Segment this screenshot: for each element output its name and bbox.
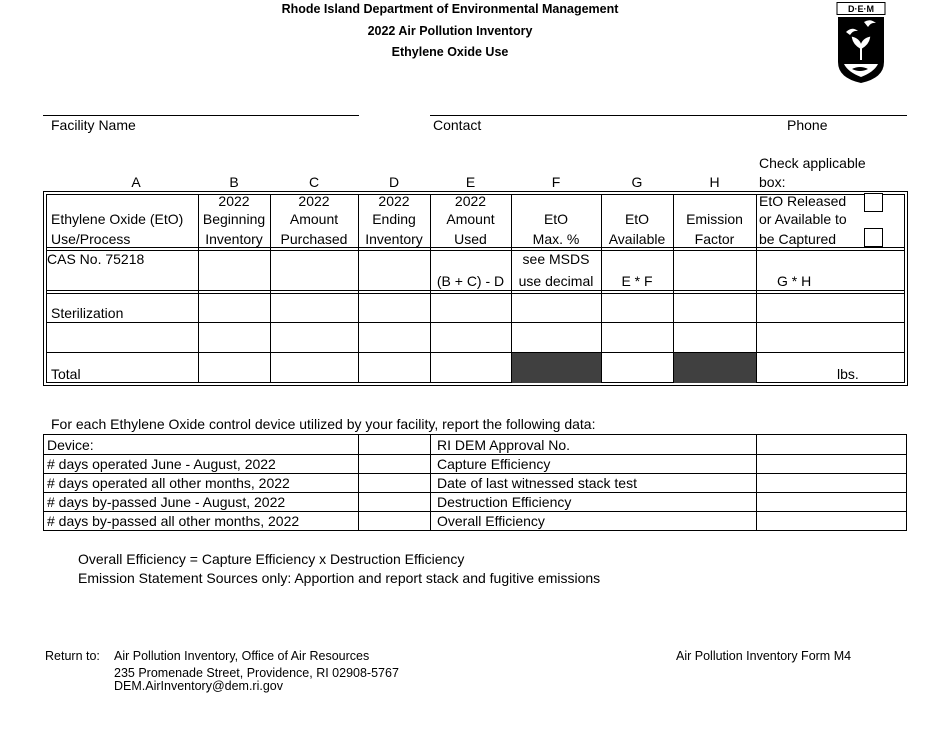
col-i-header-line3: be Captured — [759, 231, 837, 247]
col-i-formula: G * H — [777, 273, 812, 289]
efficiency-formula-note: Overall Efficiency = Capture Efficiency x Destruction Efficiency — [78, 551, 465, 567]
col-b-header-line1: 2022 — [218, 193, 250, 209]
control-device-intro: For each Ethylene Oxide control device utilized by your facility, report the following data: — [51, 416, 596, 432]
units-label: lbs. — [837, 366, 859, 382]
col-d-header-line1: 2022 — [378, 193, 410, 209]
column-letter-g: G — [631, 174, 643, 190]
return-email: DEM.AirInventory@dem.ri.gov — [114, 679, 283, 693]
sterilization-label: Sterilization — [51, 305, 124, 321]
days-bypassed-summer: # days by-passed June - August, 2022 — [47, 494, 286, 510]
col-g-header-line1: EtO — [624, 211, 650, 227]
col-e-header-line1: 2022 — [454, 193, 487, 209]
inventory-title: 2022 Air Pollution Inventory — [367, 24, 533, 38]
days-operated-summer: # days operated June - August, 2022 — [47, 456, 276, 472]
col-f-note: use decimal — [518, 273, 594, 289]
cas-number: CAS No. 75218 — [47, 251, 145, 267]
col-c-header-line1: 2022 — [298, 193, 330, 209]
msds-note: see MSDS — [522, 251, 590, 267]
check-box-label: box: — [759, 174, 786, 190]
destruction-efficiency-label: Destruction Efficiency — [437, 494, 572, 510]
approval-number-label: RI DEM Approval No. — [437, 437, 571, 453]
column-letter-d: D — [388, 174, 400, 190]
col-e-formula: (B + C) - D — [436, 273, 505, 289]
col-h-header-line2: Factor — [694, 231, 735, 247]
column-letter-h: H — [709, 174, 720, 190]
col-e-header-line2: Amount — [446, 211, 495, 227]
form-title: Ethylene Oxide Use — [391, 45, 509, 59]
return-to-label: Return to: — [45, 649, 100, 663]
col-a-header-line2: Use/Process — [51, 231, 131, 247]
return-address-line2: 235 Promenade Street, Providence, RI 02908-5767 — [114, 666, 399, 680]
stack-test-date-label: Date of last witnessed stack test — [437, 475, 637, 491]
column-letter-e: E — [465, 174, 476, 190]
col-i-header-line2: or Available to — [759, 211, 847, 227]
dem-logo — [836, 2, 886, 84]
col-f-header-line1: EtO — [543, 211, 569, 227]
agency-title: Rhode Island Department of Environmental Management — [281, 2, 619, 16]
days-bypassed-other: # days by-passed all other months, 2022 — [47, 513, 300, 529]
column-letter-a: A — [131, 174, 141, 190]
capture-efficiency-label: Capture Efficiency — [437, 456, 551, 472]
eto-released-checkbox[interactable] — [864, 193, 883, 212]
facility-name-label: Facility Name — [51, 117, 136, 133]
col-d-header-line3: Inventory — [365, 231, 423, 247]
col-d-header-line2: Ending — [372, 211, 416, 227]
total-label: Total — [51, 366, 81, 382]
column-letter-f: F — [551, 174, 561, 190]
col-a-header-line1: Ethylene Oxide (EtO) — [51, 211, 184, 227]
eto-captured-checkbox[interactable] — [864, 228, 883, 247]
emission-statement-note: Emission Statement Sources only: Apportion and report stack and fugitive emissions — [78, 570, 601, 586]
check-applicable-label: Check applicable — [759, 155, 866, 171]
phone-label: Phone — [787, 117, 828, 133]
col-e-header-line3: Used — [454, 231, 487, 247]
device-label: Device: — [47, 437, 94, 453]
column-letter-c: C — [308, 174, 320, 190]
col-b-header-line2: Beginning — [202, 211, 266, 227]
col-b-header-line3: Inventory — [205, 231, 263, 247]
col-c-header-line2: Amount — [289, 211, 339, 227]
col-g-formula: E * F — [621, 273, 653, 289]
shaded-cell-f — [512, 353, 601, 383]
col-g-header-line2: Available — [608, 231, 666, 247]
days-operated-other: # days operated all other months, 2022 — [47, 475, 290, 491]
logo-text: D·E·M — [848, 4, 874, 14]
col-i-header-line1: EtO Released — [759, 193, 847, 209]
contact-label: Contact — [433, 117, 482, 133]
return-address-line1: Air Pollution Inventory, Office of Air Resources — [114, 649, 370, 663]
column-letter-b: B — [229, 174, 239, 190]
col-h-header-line1: Emission — [686, 211, 743, 227]
shaded-cell-h — [674, 353, 756, 383]
col-f-header-line2: Max. % — [532, 231, 580, 247]
form-identifier: Air Pollution Inventory Form M4 — [676, 649, 852, 663]
overall-efficiency-label: Overall Efficiency — [437, 513, 545, 529]
col-c-header-line3: Purchased — [280, 231, 348, 247]
